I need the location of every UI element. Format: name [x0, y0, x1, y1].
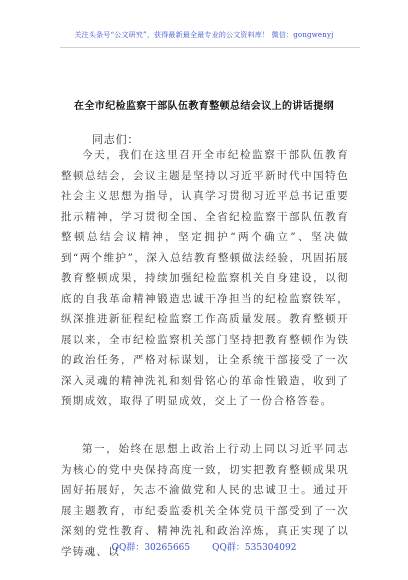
footer-qq-groups: [0, 540, 408, 553]
footer-qq-group-2: QQ群：535304092: [212, 543, 297, 553]
body-paragraph: 今天，我们在这里召开全市纪检监察干部队伍教育整顿总结会，会议主题是坚持以习近平新时代中国特色社会主义思想为指导，认真学习贯彻习近平总书记重要批示精神，学习贯彻全国、全省纪检监察干部队伍教育整顿总结会议精神，坚定拥护“两个确立”、坚决做到“两个维护”，深入总结教育整顿做法经验，巩固拓展教育整顿成果，持续加强纪检监察机关自身建设，以彻底的自我革命精神锻造忠诚干净担当的纪检监察铁军，纵深推进新征程纪检监察工作高质量发展。教育整顿开展以来，全市纪检监察机关部门坚持把教育整顿作为铁的政治任务，严格对标谋划，让全系统干部接受了一次深入灵魂的精神洗礼和刻骨铭心的革命性锻造，收到了预期成效，取得了明显成效，交上了一份合格答卷。: [61, 149, 349, 407]
document-title: 在全市纪检监察干部队伍教育整顿总结会议上的讲话提纲: [74, 101, 334, 112]
header-divider: [60, 47, 360, 48]
footer-qq-group-1: QQ群：30265665: [111, 543, 191, 553]
body-paragraph: 第一，始终在思想上政治上行动上同以习近平同志为核心的党中央保持高度一致，切实把教育整顿成果巩固好拓展好，矢志不渝做党和人民的忠诚卫士。通过开展主题教育，市纪委监委机关全体党员干部受到了一次深刻的党性教育、精神洗礼和政治淬炼，真正实现了以学铸魂、以: [61, 443, 349, 558]
salutation: 同志们：: [92, 133, 140, 146]
header-banner: 关注头条号“公文研究”，获得最新最全最专业的公文资料库！ 微信：gongwenyj: [74, 31, 334, 39]
